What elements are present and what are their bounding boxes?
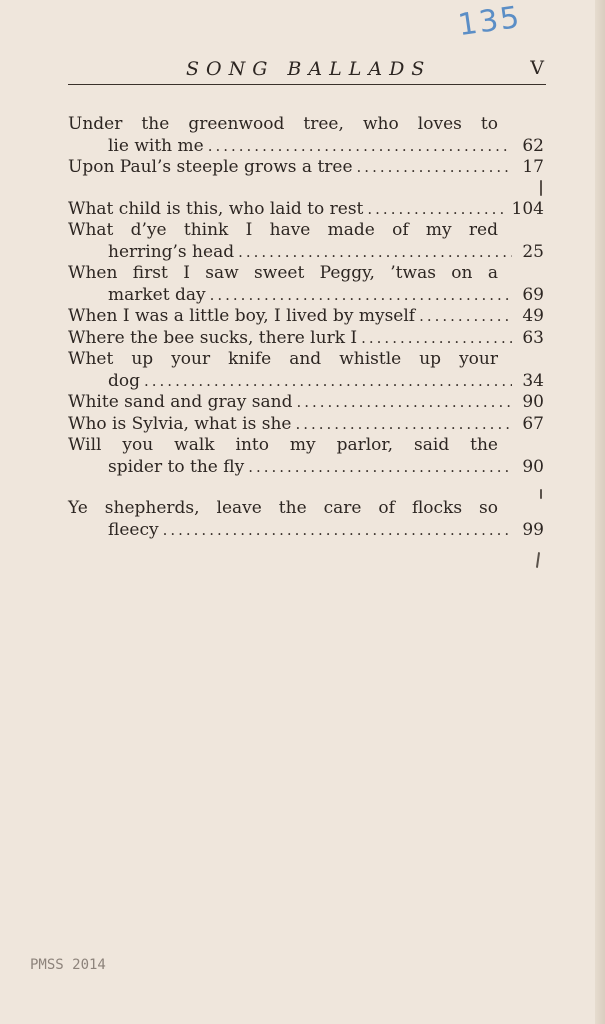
page-reference: 69 xyxy=(522,284,544,305)
dot-leader xyxy=(210,285,512,307)
dot-leader xyxy=(361,328,512,350)
entry-line: When I was a little boy, I lived by myself xyxy=(68,306,416,326)
entry-line: When first I saw sweet Peggy, ’twas on a xyxy=(68,263,498,283)
page-reference: 90 xyxy=(522,456,544,477)
page-edge xyxy=(595,0,605,1024)
dot-leader xyxy=(367,199,507,221)
running-title: SONG BALLADS xyxy=(186,58,432,80)
entry-line-continued: dog xyxy=(108,370,140,391)
dot-leader xyxy=(208,136,512,158)
page-reference: 104 xyxy=(511,198,544,219)
entry-line: White sand and gray sand xyxy=(68,392,293,412)
entry-line: Will you walk into my parlor, said the xyxy=(68,435,498,455)
index-entry xyxy=(68,349,544,392)
dot-leader xyxy=(295,414,512,436)
entry-line: Ye shepherds, leave the care of flocks so xyxy=(68,498,498,518)
index-entry xyxy=(68,157,544,179)
index-entry xyxy=(68,435,544,478)
page-reference: 63 xyxy=(522,327,544,348)
dot-leader xyxy=(144,371,512,393)
page-reference: 67 xyxy=(522,413,544,434)
index-entry xyxy=(68,414,544,436)
entry-line-continued: spider to the fly xyxy=(108,456,245,477)
entry-line: What child is this, who laid to rest xyxy=(68,198,364,219)
dot-leader xyxy=(419,306,512,328)
entry-line: Upon Paul’s steeple grows a tree xyxy=(68,157,353,177)
page-reference: 25 xyxy=(522,241,544,262)
dot-leader xyxy=(296,392,512,414)
pencil-mark xyxy=(540,180,542,196)
page-reference: 34 xyxy=(522,370,544,391)
entry-line-continued: fleecy xyxy=(108,519,159,540)
page-reference: 90 xyxy=(522,392,544,412)
index-entry xyxy=(68,114,544,157)
page-reference: 99 xyxy=(522,519,544,540)
running-head xyxy=(68,56,546,85)
page-reference: 17 xyxy=(522,157,544,177)
index-entry xyxy=(68,392,544,414)
index-entry xyxy=(68,306,544,328)
pencil-mark xyxy=(540,489,542,499)
page-reference: 49 xyxy=(522,306,544,326)
dot-leader xyxy=(357,157,512,179)
entry-line-continued: herring’s head xyxy=(108,241,235,262)
page-numeral: V xyxy=(530,57,544,79)
entry-line: Who is Sylvia, what is she xyxy=(68,413,292,434)
entry-line-continued: market day xyxy=(108,284,206,305)
page-reference: 62 xyxy=(522,135,544,156)
entry-line-continued: lie with me xyxy=(108,135,204,156)
handwritten-page-number: 135 xyxy=(455,0,524,44)
dot-leader xyxy=(238,242,512,264)
watermark: PMSS 2014 xyxy=(30,957,106,973)
index-entry xyxy=(68,199,544,221)
first-line-index xyxy=(68,114,544,541)
entry-line: What d’ye think I have made of my red xyxy=(68,220,498,240)
dot-leader xyxy=(163,520,512,542)
entry-line: Where the bee sucks, there lurk I xyxy=(68,327,358,348)
index-entry xyxy=(68,328,544,350)
index-entry xyxy=(68,498,544,541)
index-entry xyxy=(68,263,544,306)
pencil-mark xyxy=(536,552,540,568)
entry-line: Whet up your knife and whistle up your xyxy=(68,349,498,369)
index-entry xyxy=(68,220,544,263)
dot-leader xyxy=(248,457,512,479)
entry-line: Under the greenwood tree, who loves to xyxy=(68,114,498,134)
